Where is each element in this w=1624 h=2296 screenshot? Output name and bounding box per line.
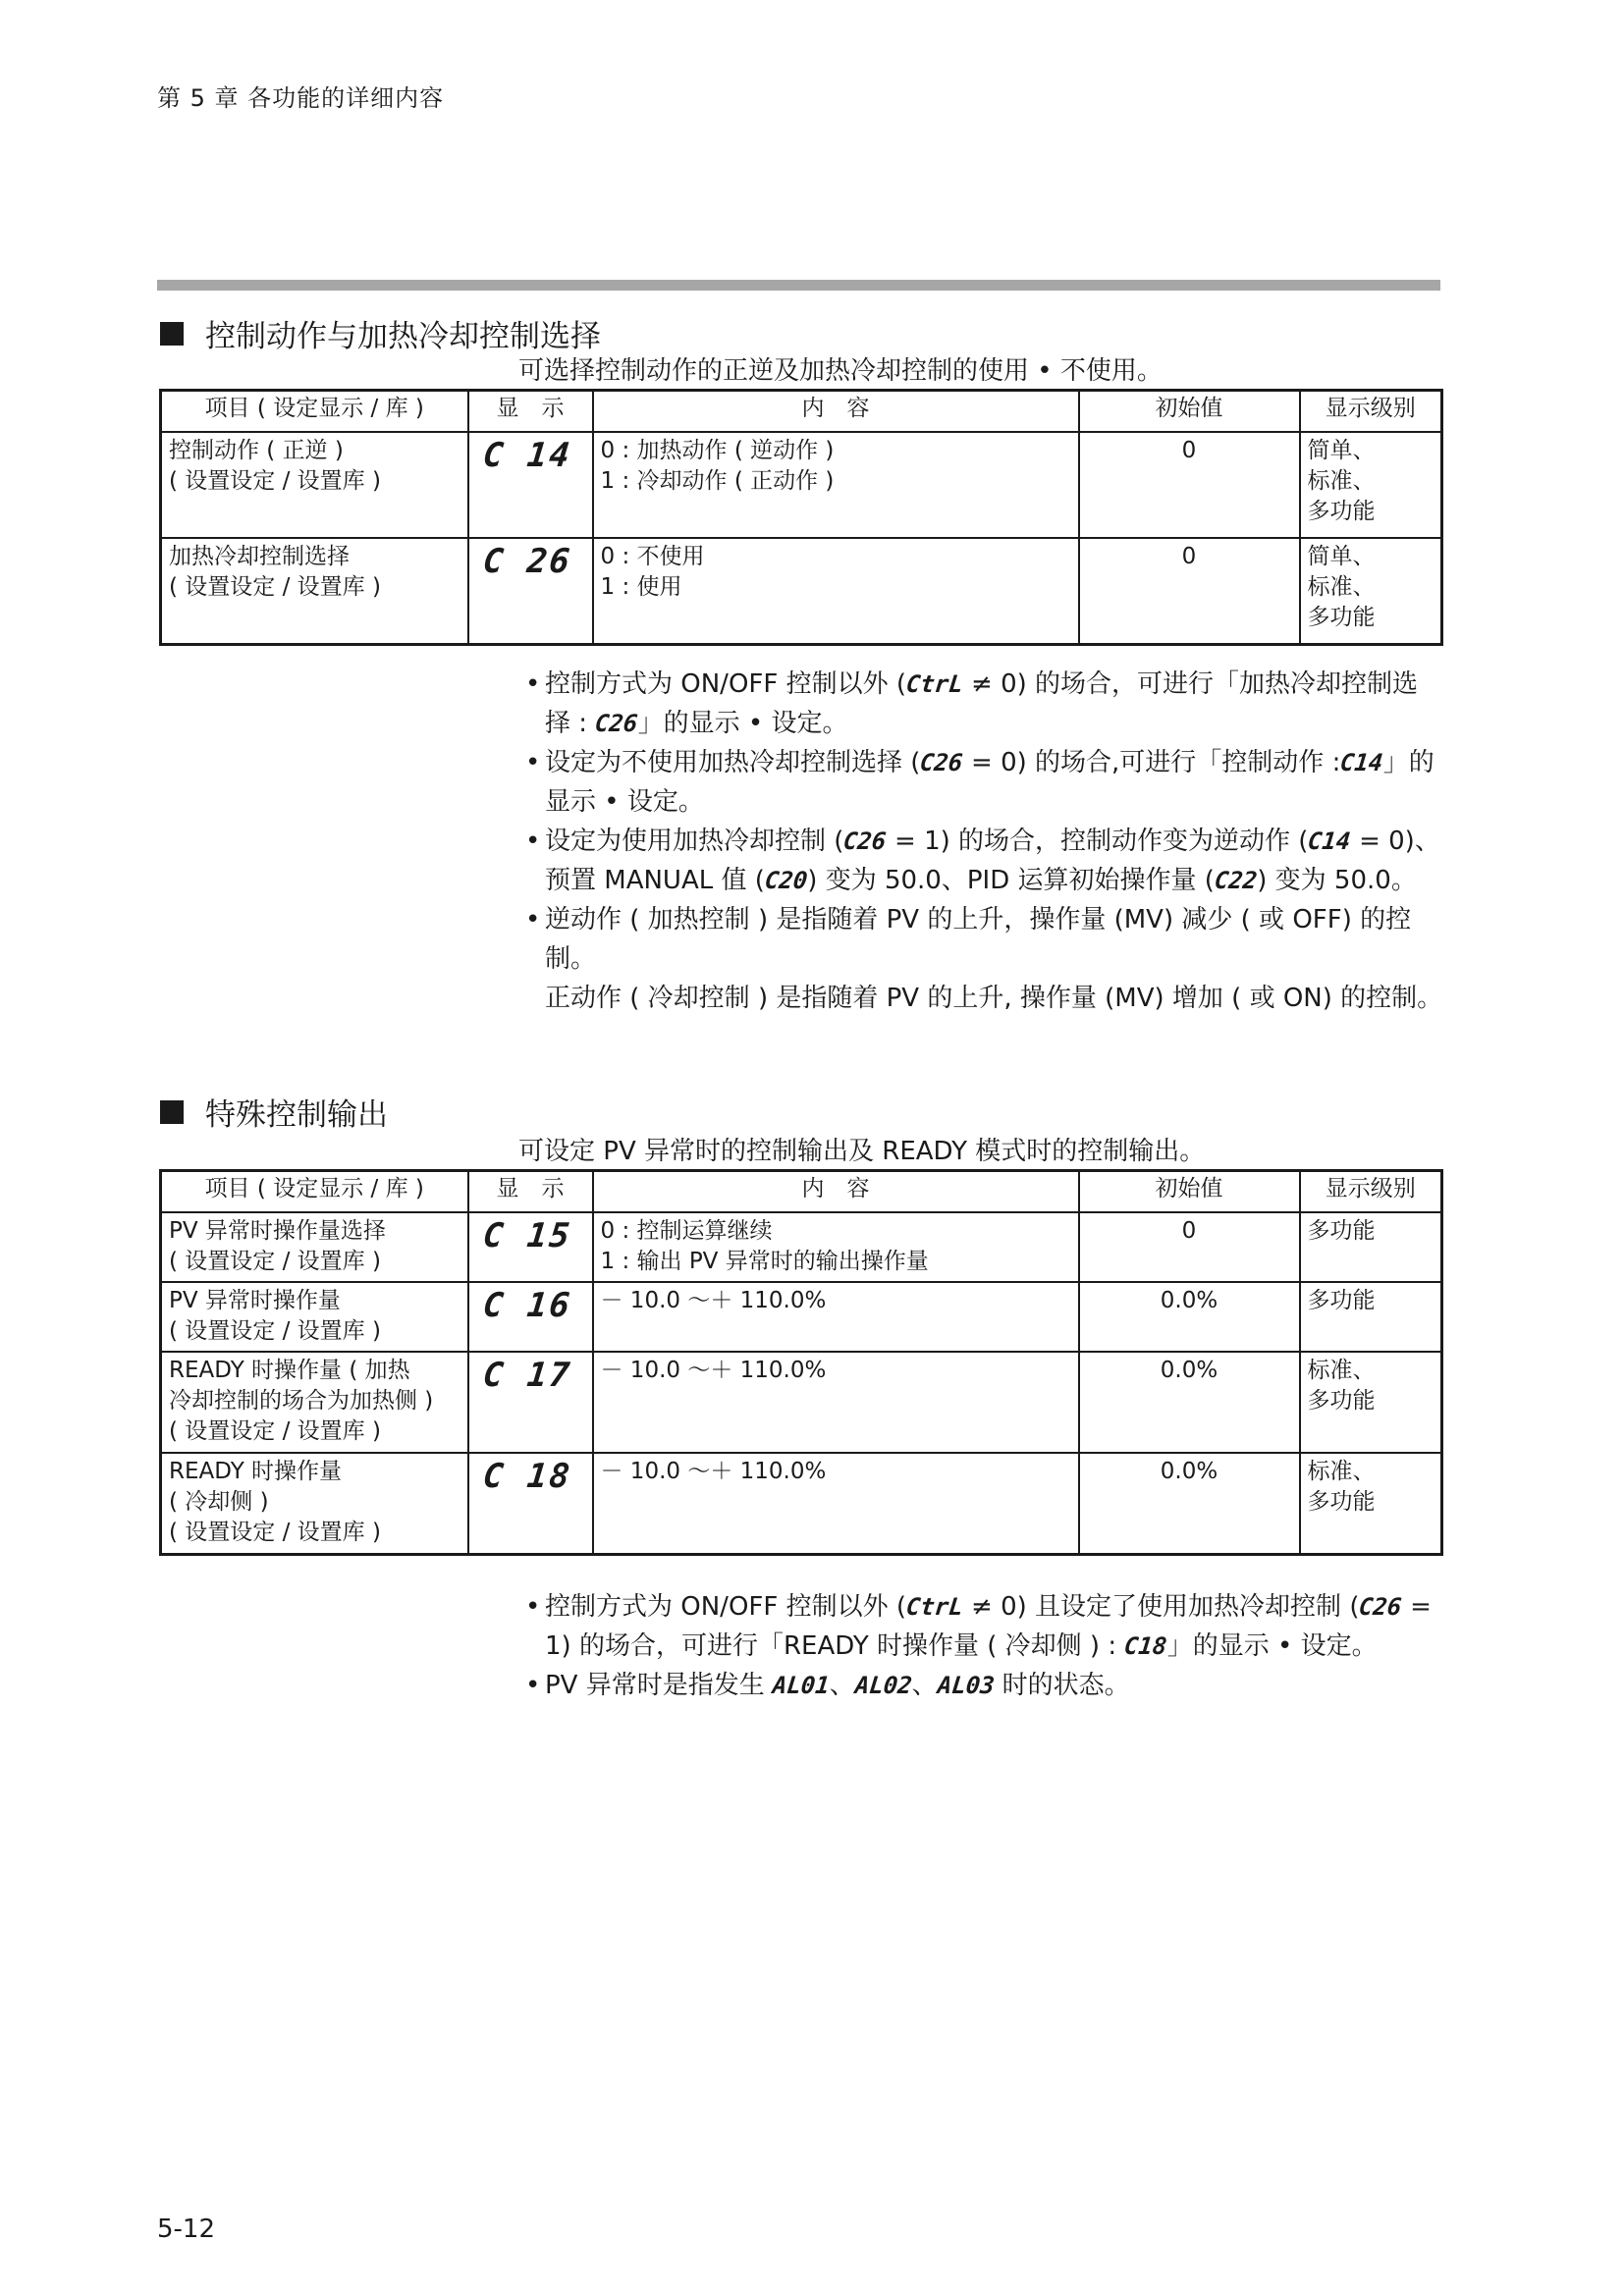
- item-cell: [161, 432, 468, 538]
- segment-display-code: C 14: [480, 436, 573, 475]
- col-header-initial: 初始值: [1079, 1171, 1300, 1213]
- segment-code: C26: [593, 710, 640, 737]
- level-line: 多功能: [1307, 1388, 1376, 1414]
- content-cell: [593, 1282, 1079, 1352]
- control-action-table: [159, 389, 1443, 646]
- content-line: 1 : 输出 PV 异常时的输出操作量: [600, 1249, 929, 1274]
- segment-code: C18: [1122, 1632, 1169, 1660]
- initial-value-cell: 0: [1079, 1212, 1300, 1282]
- segment-code: AL01: [771, 1672, 832, 1699]
- col-header-content: 内 容: [593, 1171, 1079, 1213]
- segment-display-code: C 26: [480, 542, 573, 581]
- content-line: － 10.0 ～＋ 110.0%: [600, 1358, 827, 1383]
- segment-display-code: C 15: [480, 1216, 573, 1255]
- col-header-level: 显示级别: [1300, 1171, 1442, 1213]
- item-line: ( 设置设定 / 设置库 ): [169, 1318, 381, 1344]
- segment-code: C26: [918, 749, 965, 776]
- display-cell: [468, 432, 593, 538]
- initial-value-cell: 0.0%: [1079, 1282, 1300, 1352]
- item-line: ( 设置设定 / 设置库 ): [169, 468, 381, 494]
- segment-code: C22: [1213, 867, 1259, 894]
- section-title-special-output: [160, 1090, 388, 1134]
- section-title-text: 特殊控制输出: [205, 1097, 388, 1133]
- table-row: [161, 1453, 1442, 1554]
- table-header-row: [161, 391, 1442, 433]
- item-line: ( 设置设定 / 设置库 ): [169, 1418, 381, 1444]
- col-header-item: 项目 ( 设定显示 / 库 ): [161, 391, 468, 433]
- page-number: 5-12: [157, 2215, 216, 2244]
- item-line: PV 异常时操作量: [169, 1288, 341, 1313]
- square-bullet-icon: [160, 1100, 184, 1124]
- table-row: [161, 538, 1442, 644]
- level-line: 简单、: [1307, 544, 1376, 569]
- item-line: 控制动作 ( 正逆 ): [169, 438, 344, 463]
- content-cell: [593, 538, 1079, 644]
- content-line: 0 : 控制运算继续: [600, 1218, 773, 1244]
- table-row: [161, 432, 1442, 538]
- level-line: 标准、: [1307, 1459, 1376, 1484]
- table-row: [161, 1352, 1442, 1453]
- note-item: • 控制方式为 ON/OFF 控制以外 (CtrL ≠ 0) 且设定了使用加热冷却控制 (C26 = 1) 的场合，可进行「READY 时操作量 ( 冷却侧 ) : C18」的显示 • 设定。: [525, 1587, 1443, 1666]
- level-line: 标准、: [1307, 1358, 1376, 1383]
- section-divider: [157, 280, 1440, 291]
- item-line: 冷却控制的场合为加热侧 ): [169, 1388, 434, 1414]
- square-bullet-icon: [160, 322, 184, 346]
- level-cell: [1300, 1212, 1442, 1282]
- content-line: 0 : 不使用: [600, 544, 705, 569]
- note-item: • PV 异常时是指发生 AL01、AL02、AL03 时的状态。: [525, 1666, 1443, 1705]
- segment-code: AL02: [853, 1672, 914, 1699]
- level-line: 多功能: [1307, 605, 1376, 630]
- item-line: 加热冷却控制选择: [169, 544, 350, 569]
- content-cell: [593, 1352, 1079, 1453]
- initial-value-cell: 0: [1079, 432, 1300, 538]
- item-cell: [161, 1352, 468, 1453]
- note-item: • 逆动作 ( 加热控制 ) 是指随着 PV 的上升，操作量 (MV) 减少 ( 或 OFF) 的控制。: [525, 900, 1443, 979]
- table-row: [161, 1282, 1442, 1352]
- section-subtitle: 可设定 PV 异常时的控制输出及 READY 模式时的控制输出。: [518, 1137, 1206, 1166]
- item-line: READY 时操作量 ( 加热: [169, 1358, 410, 1383]
- level-line: 多功能: [1307, 1489, 1376, 1515]
- level-line: 多功能: [1307, 1288, 1376, 1313]
- chapter-header: 第 5 章 各功能的详细内容: [157, 84, 445, 112]
- content-line: 0 : 加热动作 ( 逆动作 ): [600, 438, 835, 463]
- initial-value-cell: 0: [1079, 538, 1300, 644]
- col-header-display: 显 示: [468, 391, 593, 433]
- item-cell: [161, 1453, 468, 1554]
- display-cell: [468, 1212, 593, 1282]
- level-line: 多功能: [1307, 1218, 1376, 1244]
- note-item: • 设定为不使用加热冷却控制选择 (C26 = 0) 的场合,可进行「控制动作 :C14」的显示 • 设定。: [525, 743, 1443, 822]
- segment-code: AL03: [936, 1672, 996, 1699]
- level-line: 标准、: [1307, 574, 1376, 600]
- section-title-text: 控制动作与加热冷却控制选择: [205, 319, 601, 354]
- content-line: － 10.0 ～＋ 110.0%: [600, 1459, 827, 1484]
- initial-value-cell: 0.0%: [1079, 1453, 1300, 1554]
- segment-code: C14: [1306, 828, 1353, 855]
- content-line: － 10.0 ～＋ 110.0%: [600, 1288, 827, 1313]
- segment-code: C26: [841, 828, 889, 855]
- level-cell: [1300, 432, 1442, 538]
- segment-code: C20: [763, 867, 809, 894]
- display-cell: [468, 538, 593, 644]
- segment-code: C14: [1338, 749, 1385, 776]
- special-output-table: [159, 1169, 1443, 1556]
- item-cell: [161, 1282, 468, 1352]
- item-line: ( 设置设定 / 设置库 ): [169, 1249, 381, 1274]
- level-cell: [1300, 1352, 1442, 1453]
- content-cell: [593, 432, 1079, 538]
- col-header-item: 项目 ( 设定显示 / 库 ): [161, 1171, 468, 1213]
- level-line: 多功能: [1307, 499, 1376, 524]
- table-header-row: [161, 1171, 1442, 1213]
- content-line: 1 : 使用: [600, 574, 682, 600]
- initial-value-cell: 0.0%: [1079, 1352, 1300, 1453]
- content-cell: [593, 1212, 1079, 1282]
- note-item: • 控制方式为 ON/OFF 控制以外 (CtrL ≠ 0) 的场合，可进行「加热冷却控制选择 : C26」的显示 • 设定。: [525, 665, 1443, 743]
- segment-display-code: C 17: [480, 1356, 573, 1395]
- item-line: ( 设置设定 / 设置库 ): [169, 574, 381, 600]
- note-item-continued: 正动作 ( 冷却控制 ) 是指随着 PV 的上升, 操作量 (MV) 增加 ( 或 ON) 的控制。: [545, 984, 1443, 1013]
- display-cell: [468, 1352, 593, 1453]
- note-item: • 设定为使用加热冷却控制 (C26 = 1) 的场合，控制动作变为逆动作 (C14 = 0)、预置 MANUAL 值 (C20) 变为 50.0、PID 运算初始操作量 (C22) 变为 50.0。: [525, 822, 1443, 900]
- item-cell: [161, 1212, 468, 1282]
- display-cell: [468, 1453, 593, 1554]
- section-subtitle: 可选择控制动作的正逆及加热冷却控制的使用 • 不使用。: [518, 356, 1163, 386]
- col-header-display: 显 示: [468, 1171, 593, 1213]
- section1-notes: [525, 665, 1443, 1018]
- section-title-control-action: [160, 311, 601, 355]
- segment-code: CtrL: [904, 1593, 965, 1621]
- level-line: 简单、: [1307, 438, 1376, 463]
- display-cell: [468, 1282, 593, 1352]
- item-line: ( 冷却侧 ): [169, 1489, 269, 1515]
- level-cell: [1300, 1282, 1442, 1352]
- segment-display-code: C 18: [480, 1457, 573, 1496]
- level-cell: [1300, 538, 1442, 644]
- item-line: READY 时操作量: [169, 1459, 343, 1484]
- segment-code: C26: [1358, 1593, 1404, 1621]
- item-line: PV 异常时操作量选择: [169, 1218, 386, 1244]
- col-header-initial: 初始值: [1079, 391, 1300, 433]
- level-line: 标准、: [1307, 468, 1376, 494]
- item-line: ( 设置设定 / 设置库 ): [169, 1520, 381, 1545]
- content-cell: [593, 1453, 1079, 1554]
- section2-notes: [525, 1587, 1443, 1705]
- col-header-level: 显示级别: [1300, 391, 1442, 433]
- segment-display-code: C 16: [480, 1286, 573, 1325]
- col-header-content: 内 容: [593, 391, 1079, 433]
- table-row: [161, 1212, 1442, 1282]
- item-cell: [161, 538, 468, 644]
- segment-code: CtrL: [904, 670, 965, 698]
- level-cell: [1300, 1453, 1442, 1554]
- content-line: 1 : 冷却动作 ( 正动作 ): [600, 468, 835, 494]
